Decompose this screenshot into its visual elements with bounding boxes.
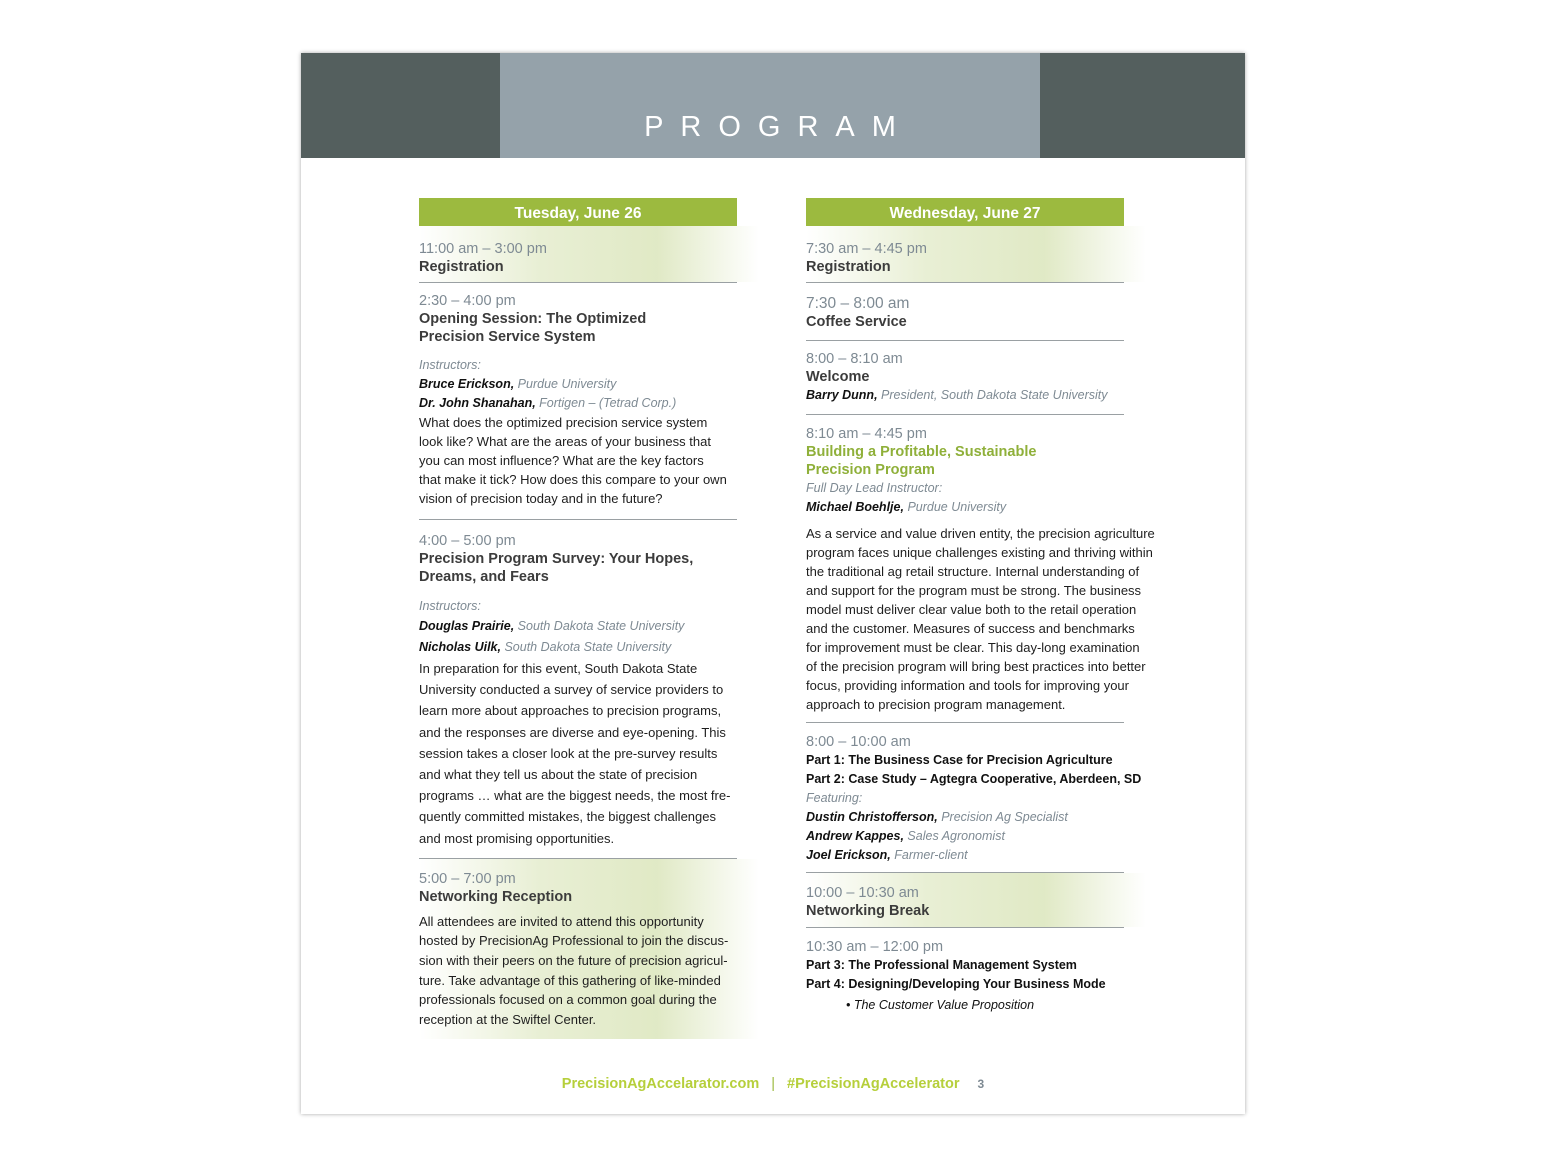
program-page <box>301 53 1245 1114</box>
session-title: Coffee Service <box>806 314 907 330</box>
session-parts-3-4 <box>806 928 1158 1015</box>
desc-line: of the precision program will bring best practices into better <box>806 659 1146 674</box>
header-title-panel <box>500 53 1040 158</box>
desc-line: vision of precision today and in the future? <box>419 491 663 506</box>
tuesday-column <box>419 198 739 1039</box>
session-time: 8:00 – 10:00 am <box>806 734 911 750</box>
website-link[interactable]: PrecisionAgAccelarator.com <box>561 1076 760 1092</box>
part-title: Part 1: The Business Case for Precision Agriculture <box>806 753 1113 767</box>
page-footer <box>301 1076 1245 1092</box>
session-time: 7:30 – 8:00 am <box>806 295 910 312</box>
instructors-label: Instructors: <box>419 599 481 613</box>
session-time: 4:00 – 5:00 pm <box>419 533 516 549</box>
part-title: Part 3: The Professional Management System <box>806 958 1077 972</box>
session-registration-tue <box>419 226 759 282</box>
session-networking-reception <box>419 859 759 1040</box>
session-time: 11:00 am – 3:00 pm <box>419 241 547 257</box>
instructor <box>419 394 739 413</box>
instructors-label: Instructors: <box>419 358 481 372</box>
instructor-name: Douglas Prairie, <box>419 619 515 633</box>
desc-line: look like? What are the areas of your business that <box>419 434 711 449</box>
desc-line: model must deliver clear value both to the retail operation <box>806 602 1137 617</box>
lead-instructor <box>806 498 1158 517</box>
session-title-line2: Dreams, and Fears <box>419 569 549 585</box>
desc-line: approach to precision program management. <box>806 697 1066 712</box>
session-title-line2: Precision Program <box>806 462 935 478</box>
session-title: Registration <box>806 259 891 275</box>
desc-line: programs … what are the biggest needs, the most fre- <box>419 788 731 804</box>
desc-line: In preparation for this event, South Dakota State <box>419 661 698 676</box>
person-role: Precision Ag Specialist <box>941 810 1068 824</box>
session-time: 8:00 – 8:10 am <box>806 351 903 367</box>
desc-line: session takes a closer look at the pre-survey results <box>419 745 718 761</box>
desc-line: quently committed mistakes, the biggest challenges <box>419 809 716 825</box>
desc-line: What does the optimized precision service system <box>419 415 708 430</box>
session-description <box>419 413 739 508</box>
featured-person <box>806 808 1158 827</box>
desc-line: and the customer. Measures of success and benchmarks <box>806 621 1135 636</box>
desc-line: As a service and value driven entity, the precision agriculture <box>806 526 1155 541</box>
desc-line: that make it tick? How does this compare to your own <box>419 472 727 487</box>
lead-instructor-label: Full Day Lead Instructor: <box>806 481 943 495</box>
session-title: Welcome <box>806 369 870 385</box>
page-title: PROGRAM <box>644 111 913 143</box>
person-role: Farmer-client <box>894 848 968 862</box>
instructor-name: Nicholas Uilk, <box>419 640 501 654</box>
desc-line: and what they tell us about the state of precision <box>419 767 698 783</box>
desc-line: and support for the program must be strong. The business <box>806 583 1142 598</box>
desc-line: sion with their peers on the future of precision agricul- <box>419 953 728 969</box>
day-header-tuesday: Tuesday, June 26 <box>419 198 737 226</box>
desc-line: and most promising opportunities. <box>419 830 615 846</box>
desc-line: focus, providing information and tools for improving your <box>806 678 1129 693</box>
session-survey <box>419 520 739 858</box>
instructor <box>419 616 739 637</box>
person-name: Joel Erickson, <box>806 848 891 862</box>
session-time: 2:30 – 4:00 pm <box>419 293 516 309</box>
session-title-line1: Building a Profitable, Sustainable <box>806 444 1037 460</box>
desc-line: learn more about approaches to precision programs, <box>419 703 722 719</box>
session-welcome <box>806 341 1158 414</box>
footer-separator: | <box>771 1076 776 1092</box>
session-title-line2: Precision Service System <box>419 329 596 345</box>
session-title: Registration <box>419 259 504 275</box>
instructor-affiliation: Fortigen – (Tetrad Corp.) <box>539 396 677 410</box>
session-description <box>419 912 759 1030</box>
desc-line: All attendees are invited to attend this opportunity <box>419 913 704 929</box>
day-header-wednesday: Wednesday, June 27 <box>806 198 1124 226</box>
desc-line: University conducted a survey of service providers to <box>419 682 724 698</box>
session-coffee <box>806 283 1158 340</box>
speaker-affiliation: President, South Dakota State University <box>881 388 1108 402</box>
featuring-label: Featuring: <box>806 791 863 805</box>
session-registration-wed <box>806 226 1146 282</box>
part-title: Part 2: Case Study – Agtegra Cooperative, Aberdeen, SD <box>806 772 1142 786</box>
session-time: 7:30 am – 4:45 pm <box>806 241 927 257</box>
instructor-affiliation: South Dakota State University <box>504 640 672 654</box>
wednesday-column <box>806 198 1158 1015</box>
hashtag: #PrecisionAgAccelerator <box>787 1076 960 1092</box>
person-name: Andrew Kappes, <box>806 829 904 843</box>
session-description <box>419 658 739 849</box>
instructor-name: Michael Boehlje, <box>806 500 904 514</box>
instructor-affiliation: Purdue University <box>907 500 1007 514</box>
featured-person <box>806 846 1158 865</box>
desc-line: and the responses are diverse and eye-opening. This <box>419 724 726 740</box>
part-title: Part 4: Designing/Developing Your Business Mode <box>806 977 1106 991</box>
session-parts-1-2 <box>806 723 1158 872</box>
instructor-affiliation: South Dakota State University <box>517 619 685 633</box>
person-role: Sales Agronomist <box>907 829 1005 843</box>
instructor-name: Dr. John Shanahan, <box>419 396 536 410</box>
instructor-affiliation: Purdue University <box>517 377 617 391</box>
session-title: Networking Reception <box>419 888 573 905</box>
speaker <box>806 386 1158 405</box>
desc-line: you can most influence? What are the key factors <box>419 453 704 468</box>
featured-person <box>806 827 1158 846</box>
session-description <box>806 524 1158 714</box>
desc-line: ture. Take advantage of this gathering of like-minded <box>419 972 721 988</box>
session-networking-break <box>806 873 1146 927</box>
session-time: 5:00 – 7:00 pm <box>419 870 516 887</box>
desc-line: reception at the Swiftel Center. <box>419 1011 597 1027</box>
desc-line: for improvement must be clear. This day-long examination <box>806 640 1140 655</box>
page-number: 3 <box>977 1077 985 1091</box>
desc-line: hosted by PrecisionAg Professional to join the discus- <box>419 933 729 949</box>
desc-line: program faces unique challenges existing and thriving within <box>806 545 1153 560</box>
speaker-name: Barry Dunn, <box>806 388 878 402</box>
desc-line: the traditional ag retail structure. Internal understanding of <box>806 564 1140 579</box>
instructor-name: Bruce Erickson, <box>419 377 515 391</box>
bullet-item: • The Customer Value Proposition <box>846 998 1035 1012</box>
session-title: Networking Break <box>806 903 930 919</box>
session-title-line1: Opening Session: The Optimized <box>419 311 647 327</box>
session-time: 10:00 – 10:30 am <box>806 885 919 901</box>
session-time: 10:30 am – 12:00 pm <box>806 939 944 955</box>
instructor <box>419 375 739 394</box>
page-header <box>301 53 1245 158</box>
person-name: Dustin Christofferson, <box>806 810 938 824</box>
instructor <box>419 637 739 658</box>
desc-line: professionals focused on a common goal during the <box>419 992 717 1008</box>
session-opening <box>419 283 739 519</box>
session-time: 8:10 am – 4:45 pm <box>806 426 927 442</box>
session-building-program <box>806 415 1158 722</box>
session-title-line1: Precision Program Survey: Your Hopes, <box>419 551 694 567</box>
